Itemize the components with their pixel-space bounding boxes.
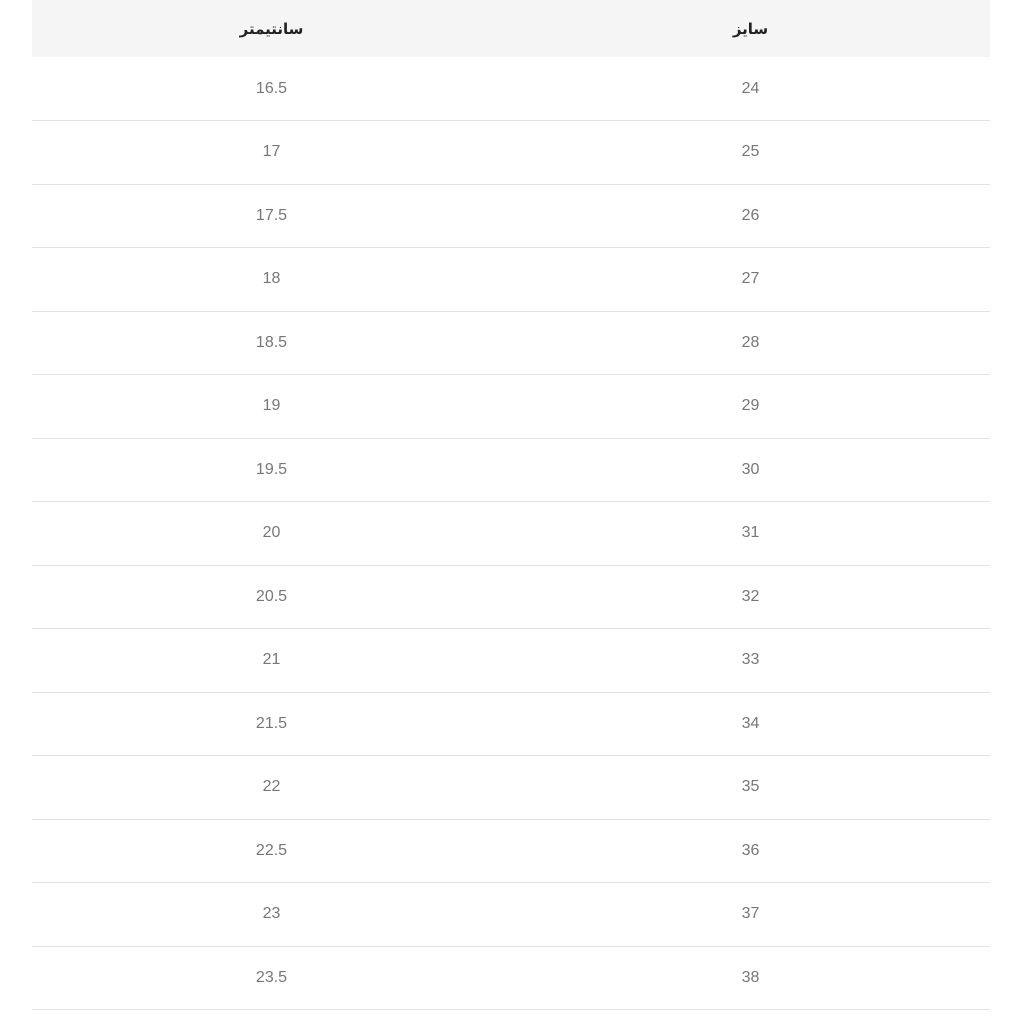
size-cell: 31	[511, 502, 990, 566]
size-cell: 24	[511, 57, 990, 121]
cm-cell: 21.5	[32, 692, 511, 756]
size-cell: 28	[511, 311, 990, 375]
size-cell: 38	[511, 946, 990, 1010]
cm-cell: 19	[32, 375, 511, 439]
cm-cell: 18	[32, 248, 511, 312]
cm-cell: 18.5	[32, 311, 511, 375]
size-cell: 25	[511, 121, 990, 185]
table-row	[32, 57, 990, 121]
table-row	[32, 692, 990, 756]
size-cell: 26	[511, 184, 990, 248]
header-size: سایز	[732, 19, 769, 38]
size-cell: 30	[511, 438, 990, 502]
table-row	[32, 946, 990, 1010]
cm-cell: 17	[32, 121, 511, 185]
cm-cell: 20.5	[32, 565, 511, 629]
cm-cell: 23	[32, 883, 511, 947]
table-row	[32, 883, 990, 947]
header-row	[32, 0, 990, 57]
size-cell: 27	[511, 248, 990, 312]
size-cell: 32	[511, 565, 990, 629]
cm-cell: 23.5	[32, 946, 511, 1010]
table-row	[32, 756, 990, 820]
cm-cell: 16.5	[32, 57, 511, 121]
table-row	[32, 565, 990, 629]
table-row	[32, 502, 990, 566]
cm-cell: 17.5	[32, 184, 511, 248]
table-row	[32, 375, 990, 439]
table-row	[32, 121, 990, 185]
header-centimeter: سانتیمتر	[239, 19, 304, 38]
size-cell: 36	[511, 819, 990, 883]
cm-cell: 22.5	[32, 819, 511, 883]
table-row	[32, 248, 990, 312]
size-cell: 29	[511, 375, 990, 439]
cm-cell: 21	[32, 629, 511, 693]
table-row	[32, 819, 990, 883]
table-body	[32, 57, 990, 1010]
cm-cell: 19.5	[32, 438, 511, 502]
table-row	[32, 629, 990, 693]
size-cell: 34	[511, 692, 990, 756]
table-header	[32, 0, 990, 57]
table-row	[32, 311, 990, 375]
size-cell: 33	[511, 629, 990, 693]
table-row	[32, 184, 990, 248]
table-row	[32, 438, 990, 502]
cm-cell: 22	[32, 756, 511, 820]
size-chart-container	[32, 0, 990, 1010]
size-cell: 35	[511, 756, 990, 820]
cm-cell: 20	[32, 502, 511, 566]
size-chart-table	[32, 0, 990, 1010]
size-cell: 37	[511, 883, 990, 947]
